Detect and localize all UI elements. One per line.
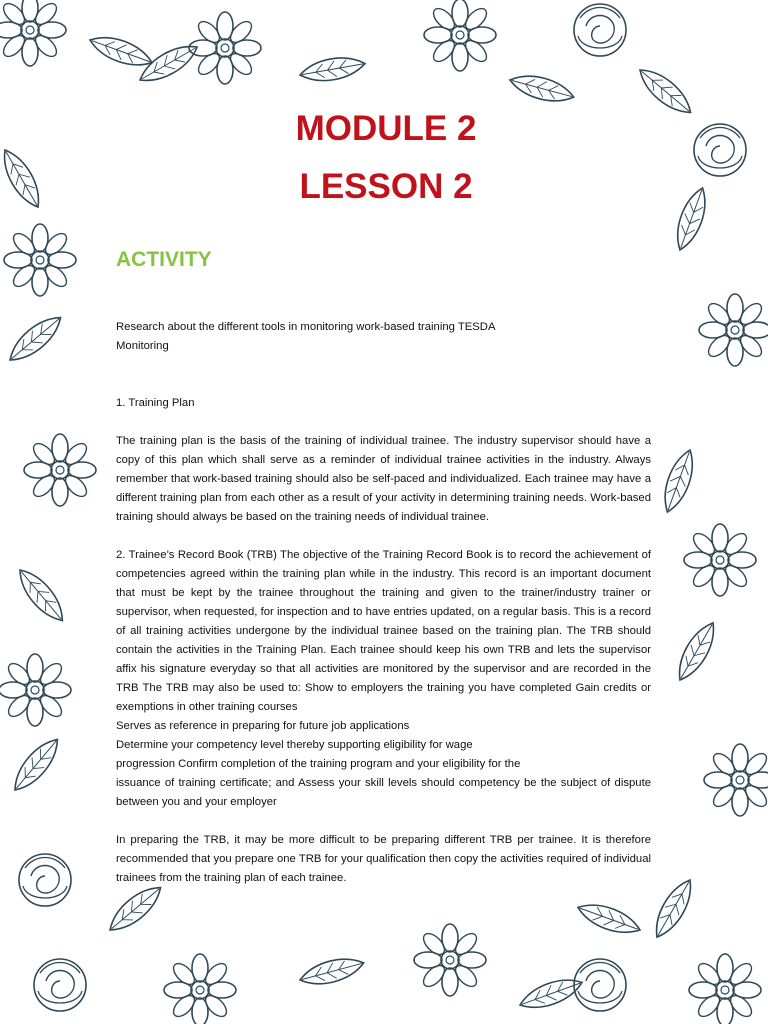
training-plan-paragraph: The training plan is the basis of the training of individual trainee. The industry supervisor should have a copy of this plan which shall serve as a reminder of individual trainee activities in the industry. Always remember that work-based training should also be self-paced and individualized. Each trainee may have a different training plan from each other as a result of your activity in determining training needs. Work-based training should always be based on the training needs of individual trainee. [116,435,651,523]
trb-paragraph: 2. Trainee’s Record Book (TRB) The objective of the Training Record Book is to record the achievement of competencies agreed within the training plan while in the industry. This record is an important document that must be kept by the trainee throughout the training and given to the trainer/industry trainer or supervisor, when requested, for inspection and to have entries updated, on a regular basis. This is a record of all training activities undergone by the individual trainee based on the training plan. The TRB should contain the activities in the Training Plan. Each trainee should keep his own TRB and lets the supervisor affix his signature everyday so that all activities are monitored by the supervisor and are recorded in the TRB The TRB may also be used to: Show to employers the training you have completed Gain credits or exemptions in other training courses [116,549,651,713]
intro-line: Monitoring [116,340,169,352]
trb-use-line: Serves as reference in preparing for future job applications [116,720,410,732]
trb-use-line: issuance of training certificate; and Assess your skill levels should competency be the subject of dispute between you and your employer [116,777,651,808]
closing-paragraph: In preparing the TRB, it may be more difficult to be preparing different TRB per trainee. It is therefore recommended that you prepare one TRB for your qualification then copy the activities required of individual trainees from the training plan of each trainee. [116,834,651,884]
module-title: MODULE 2 [295,109,477,148]
intro-block [116,318,651,356]
intro-line: Research about the different tools in monitoring work-based training TESDA [116,321,496,333]
activity-heading: ACTIVITY [116,248,212,271]
trb-use-line: progression Confirm completion of the training program and your eligibility for the [116,758,521,770]
training-plan-heading: 1. Training Plan [116,397,195,409]
lesson-title: LESSON 2 [299,167,473,206]
trb-use-line: Determine your competency level thereby supporting eligibility for wage [116,739,473,751]
document-body [116,100,651,888]
